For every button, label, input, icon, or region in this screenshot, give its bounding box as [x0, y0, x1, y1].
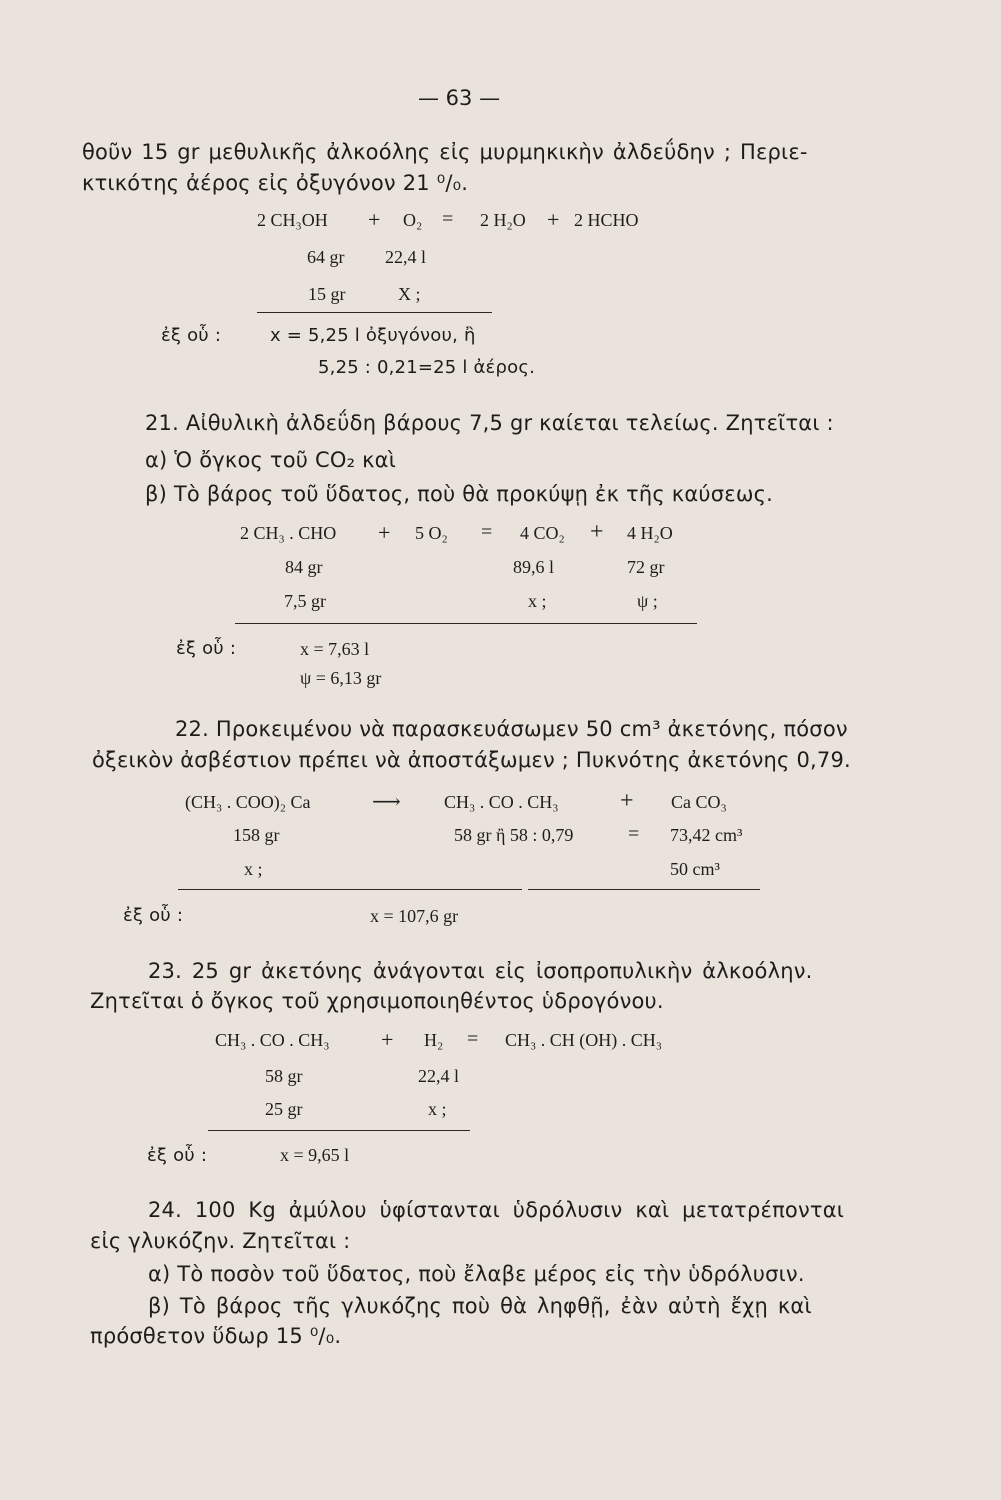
p20-row2-b: X ; [398, 284, 421, 304]
p20-row1-b: 22,4 l [385, 247, 427, 267]
p23-eq-reactant2: H₂ [424, 1030, 444, 1050]
p22-eq-product1: CH₃ . CO . CH₃ [444, 792, 559, 812]
p20-eq-equals: = [442, 208, 454, 230]
p23-row2-a: 25 gr [265, 1099, 303, 1119]
p24-text-line5: πρόσθετον ὕδωρ 15 ⁰/₀. [90, 1324, 342, 1348]
p21-eq-plus2: + [590, 519, 604, 545]
p22-eq-arrow: ⟶ [372, 791, 401, 813]
p22-row1-a: 158 gr [233, 825, 280, 845]
p21-text-line3: β) Τὸ βάρος τοῦ ὕδατος, ποὺ θὰ προκύψῃ ἐκ τῆς καύσεως. [145, 482, 774, 506]
p23-rule [208, 1130, 470, 1131]
p24-text-line2: εἰς γλυκόζην. Ζητεῖται : [90, 1229, 351, 1253]
p20-row1-a: 64 gr [307, 247, 345, 267]
p22-result1: x = 107,6 gr [370, 906, 459, 926]
p21-row1-d: 72 gr [627, 557, 665, 577]
p20-text-line2: κτικότης ἀέρος εἰς ὀξυγόνον 21 ⁰/₀. [82, 171, 469, 195]
p20-result2: 5,25 : 0,21=25 l ἀέρος. [318, 357, 536, 378]
p22-row1-d: 73,42 cm³ [670, 825, 743, 845]
p23-text-line1: 23. 25 gr ἀκετόνης ἀνάγονται εἰς ἰσοπροπυλικὴν ἀλκοόλην. [148, 959, 813, 983]
p23-row1-a: 58 gr [265, 1066, 303, 1086]
p22-row1-equals: = [628, 823, 640, 845]
page-number: — 63 — [418, 86, 501, 110]
p23-eq-product: CH₃ . CH (OH) . CH₃ [505, 1030, 663, 1050]
p21-text-line2: α) Ὁ ὄγκος τοῦ CO₂ καὶ [145, 448, 397, 472]
p21-row2-d: ψ ; [637, 591, 658, 611]
p20-result1: x = 5,25 l ὀξυγόνου, ἢ [270, 325, 476, 346]
p20-text-line1: θοῦν 15 gr μεθυλικῆς ἀλκοόλης εἰς μυρμηκικὴν ἀλδεΰδην ; Περιε- [82, 140, 808, 164]
p21-eq-product1: 4 CO₂ [520, 523, 565, 543]
p24-text-line3: α) Τὸ ποσὸν τοῦ ὕδατος, ποὺ ἔλαβε μέρος εἰς τὴν ὑδρόλυσιν. [148, 1262, 805, 1286]
p22-eq-product2: Ca CO₃ [671, 792, 727, 812]
p23-result1: x = 9,65 l [280, 1145, 350, 1165]
p24-text-line1: 24. 100 Kg ἀμύλου ὑφίστανται ὑδρόλυσιν καὶ μετατρέπονται [148, 1198, 845, 1222]
p23-text-line2: Ζητεῖται ὁ ὄγκος τοῦ χρησιμοποιηθέντος ὑδρογόνου. [90, 989, 664, 1013]
p20-eq-product1: 2 H₂O [480, 210, 526, 230]
p22-rule-right [528, 889, 760, 890]
p24-text-line4: β) Τὸ βάρος τῆς γλυκόζης ποὺ θὰ ληφθῇ, ἐὰν αὐτὴ ἔχῃ καὶ [148, 1294, 812, 1318]
p21-row1-a: 84 gr [285, 557, 323, 577]
p21-rule [235, 623, 697, 624]
p23-row1-b: 22,4 l [418, 1066, 460, 1086]
p22-row2-d: 50 cm³ [670, 859, 720, 879]
p23-eq-equals: = [467, 1028, 479, 1050]
p21-eq-plus1: + [378, 520, 391, 545]
p23-row2-b: x ; [428, 1099, 447, 1119]
p20-eq-plus1: + [368, 207, 381, 232]
p20-eq-product2: 2 HCHO [574, 210, 639, 230]
p22-text-line1: 22. Προκειμένου νὰ παρασκευάσωμεν 50 cm³ ἀκετόνης, πόσον [175, 717, 848, 741]
p21-text-line1: 21. Αἰθυλικὴ ἀλδεΰδη βάρους 7,5 gr καίεται τελείως. Ζητεῖται : [145, 411, 834, 435]
p22-eq-plus: + [620, 788, 634, 814]
p20-eq-plus2: + [547, 207, 560, 232]
p20-rule [257, 312, 492, 313]
p23-eq-plus: + [381, 1027, 394, 1052]
p21-eq-reactant2: 5 O₂ [415, 523, 448, 543]
p21-row2-a: 7,5 gr [284, 591, 326, 611]
p21-row2-c: x ; [528, 591, 547, 611]
p20-row2-a: 15 gr [308, 284, 346, 304]
p22-rule-left [178, 889, 522, 890]
p20-eq-reactant1: 2 CH₃OH [257, 210, 328, 230]
p21-whence: ἐξ οὗ : [176, 638, 237, 659]
p21-eq-equals: = [481, 521, 493, 543]
p21-result2: ψ = 6,13 gr [300, 668, 382, 688]
p21-result1: x = 7,63 l [300, 639, 370, 659]
p21-eq-reactant1: 2 CH₃ . CHO [240, 523, 337, 543]
p20-whence: ἐξ οὗ : [161, 325, 222, 346]
p22-text-line2: ὀξεικὸν ἀσβέστιον πρέπει νὰ ἀποστάξωμεν ; Πυκνότης ἀκετόνης 0,79. [92, 748, 851, 772]
p22-whence: ἐξ οὗ : [123, 905, 184, 926]
p22-row1-c: 58 gr ἢ 58 : 0,79 [454, 825, 574, 845]
p20-eq-reactant2: O₂ [403, 210, 423, 230]
p22-row2-a: x ; [244, 859, 263, 879]
p21-row1-c: 89,6 l [513, 557, 555, 577]
p22-eq-reactant: (CH₃ . COO)₂ Ca [185, 792, 311, 812]
p21-eq-product2: 4 H₂O [627, 523, 673, 543]
p23-eq-reactant1: CH₃ . CO . CH₃ [215, 1030, 330, 1050]
p23-whence: ἐξ οὗ : [147, 1145, 208, 1166]
